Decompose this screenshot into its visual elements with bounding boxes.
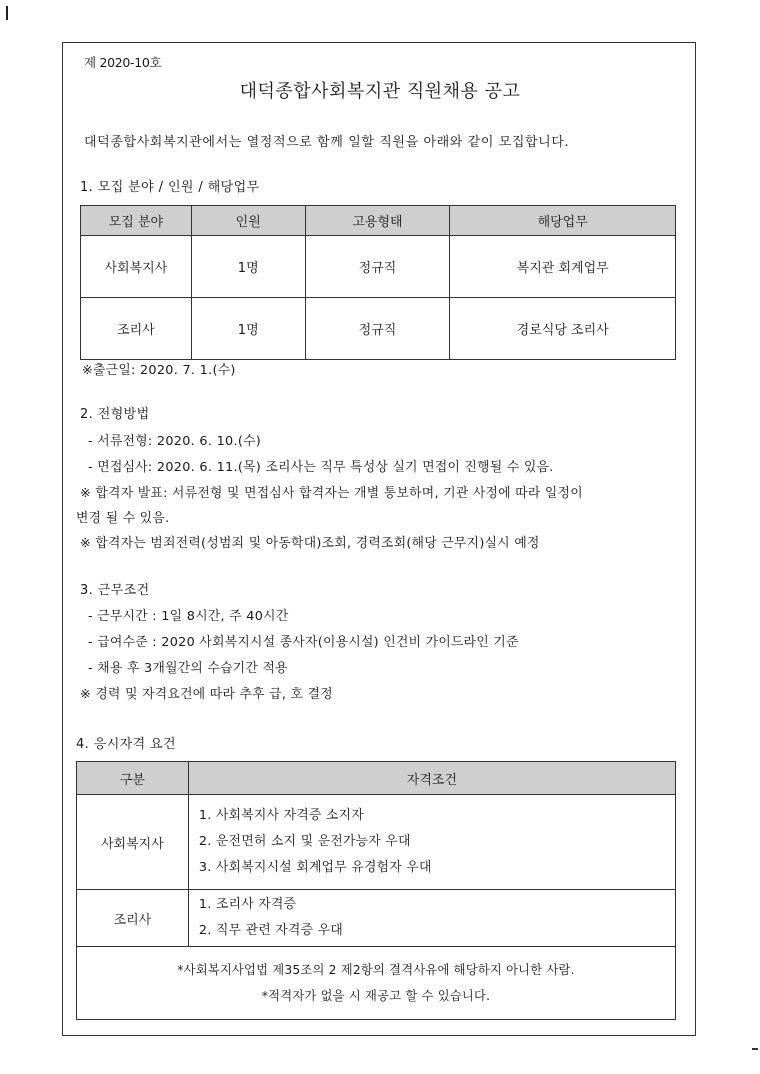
column-header: 구분: [77, 762, 189, 795]
column-header: 인원: [191, 206, 305, 236]
notes-cell: [77, 947, 676, 1020]
eligibility-note: *사회복지사업법 제35조의 2 제2항의 결격사유에 해당하지 아니한 사람.: [177, 963, 575, 977]
requirement-item: 1. 조리사 자격증: [198, 897, 297, 912]
selection-line: - 서류전형: 2020. 6. 10.(수): [88, 434, 262, 449]
column-header: 고용형태: [305, 206, 450, 236]
scan-edge-mark: [6, 6, 8, 20]
scan-edge-mark: [752, 1048, 758, 1050]
selection-line: ※ 합격자 발표: 서류전형 및 면접심사 합격자는 개별 통보하며, 기관 사정에 따라 일정이: [80, 486, 583, 501]
recruitment-table: [80, 205, 676, 360]
table-cell: 정규직: [305, 298, 450, 360]
section-heading-conditions: 3. 근무조건: [80, 583, 150, 598]
table-cell: 경로식당 조리사: [450, 298, 676, 360]
intro-text: 대덕종합사회복지관에서는 열정적으로 함께 일할 직원을 아래와 같이 모집합니다.: [84, 135, 570, 150]
start-date-note: ※출근일: 2020. 7. 1.(수): [82, 363, 236, 378]
column-header: 자격조건: [188, 762, 675, 795]
condition-line: - 채용 후 3개월간의 수습기간 적용: [88, 661, 288, 676]
selection-line: - 면접심사: 2020. 6. 11.(목) 조리사는 직무 특성상 실기 면접이 진행될 수 있음.: [88, 460, 554, 475]
table-cell: 조리사: [81, 298, 192, 360]
table-row: [77, 795, 676, 890]
table-row: [81, 298, 676, 360]
requirement-item: 3. 사회복지시설 회계업무 유경험자 우대: [198, 860, 432, 875]
category-cell: 사회복지사: [77, 795, 189, 890]
condition-line: - 근무시간 : 1일 8시간, 주 40시간: [88, 609, 289, 624]
section-heading-qualifications: 4. 응시자격 요건: [76, 737, 177, 752]
requirement-item: 2. 운전면허 소지 및 운전가능자 우대: [198, 834, 411, 849]
table-cell: 복지관 회계업무: [450, 236, 676, 298]
column-header: 모집 분야: [81, 206, 192, 236]
document-number: 제 2020-10호: [84, 55, 162, 70]
table-cell: 1명: [191, 298, 305, 360]
selection-line: 변경 될 수 있음.: [76, 511, 170, 526]
condition-line: ※ 경력 및 자격요건에 따라 추후 급, 호 결정: [80, 687, 333, 702]
section-heading-recruitment: 1. 모집 분야 / 인원 / 해당업무: [80, 180, 260, 195]
requirements-cell: [188, 795, 675, 890]
table-cell: 정규직: [305, 236, 450, 298]
category-cell: 조리사: [77, 890, 189, 947]
requirements-cell: [188, 890, 675, 947]
table-row: [77, 947, 676, 1020]
eligibility-note: *적격자가 없을 시 재공고 할 수 있습니다.: [261, 989, 491, 1003]
condition-line: - 급여수준 : 2020 사회복지시설 종사자(이용시설) 인건비 가이드라인 기준: [88, 635, 519, 650]
requirement-item: 1. 사회복지사 자격증 소지자: [198, 808, 365, 823]
table-header-row: [77, 762, 676, 795]
requirement-item: 2. 직무 관련 자격증 우대: [198, 923, 344, 938]
table-row: [77, 890, 676, 947]
selection-line: ※ 합격자는 범죄전력(성범죄 및 아동학대)조회, 경력조회(해당 근무지)실시 예정: [80, 536, 540, 551]
table-cell: 사회복지사: [81, 236, 192, 298]
column-header: 해당업무: [450, 206, 676, 236]
table-row: [81, 236, 676, 298]
table-header-row: [81, 206, 676, 236]
table-cell: 1명: [191, 236, 305, 298]
section-heading-selection: 2. 전형방법: [80, 407, 150, 422]
qualification-table: [76, 761, 676, 1020]
page-title: 대덕종합사회복지관 직원채용 공고: [239, 81, 521, 102]
